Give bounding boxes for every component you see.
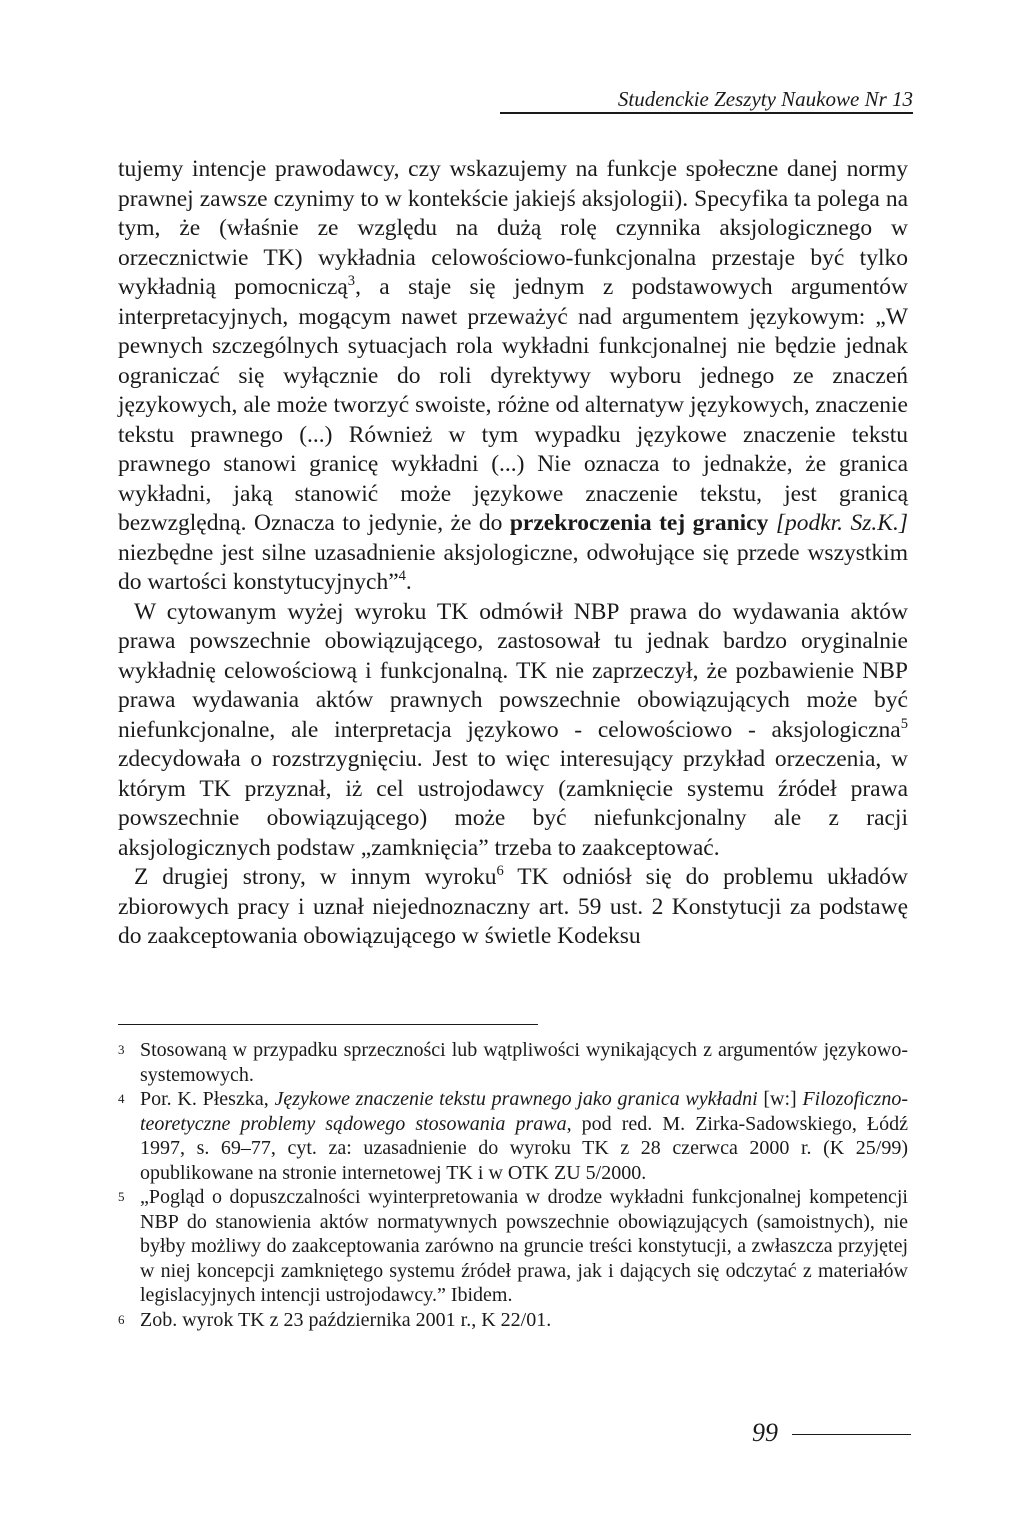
paragraph-1-text-d: . [405,569,412,595]
footnote-ref-4[interactable]: 4 [398,568,406,585]
footnote-4-book-title: Filozoficzno-teoretyczne problemy sądowego stosowania prawa [140,1088,908,1135]
footnote-number: 6 [118,1311,125,1327]
paragraph-1-bold: przekroczenia tej granicy [509,510,769,536]
footnote-ref-6[interactable]: 6 [496,863,504,880]
paragraph-3-text-a: Z drugiej strony, w innym wyroku [134,864,497,890]
footnote-number: 4 [118,1091,125,1106]
paragraph-1-italic: [podkr. Sz.K.] [768,510,908,536]
footnote-3 [118,1038,908,1087]
footnote-ref-3[interactable]: 3 [347,273,356,290]
paragraph-1-text-a: tujemy intencje prawodawcy, czy wskazujemy na funkcje społeczne danej normy prawnej zawsze czynimy to w kontekście jakiejś aksjologii). Specyfika ta polega na tym, że (właśnie ze względu na dużą rolę czynnika aksjologicznego w orzecznictwie TK) wykładnia celowościowo-funkcjonalna przestaje być tylko wykładnią pomocniczą [118,156,908,300]
footnote-4-text-a: Por. K. Płeszka, [140,1088,275,1110]
main-text [118,155,908,952]
footnote-4-title: Językowe znaczenie tekstu prawnego jako granica wykładni [274,1088,758,1110]
footnote-5 [118,1185,908,1308]
paragraph-1-text-b: , a staje się jednym z podstawowych argumentów interpretacyjnych, mogącym nawet przeważyć nad argumentem językowym: „W pewnych szczególnych sytuacjach rola wykładni funkcjonalnej nie będzie jednak ograniczać się wyłącznie do roli dyrektywy wyboru jednego ze znaczeń językowych, ale może tworzyć swoiste, różne od alternatyw językowych, znaczenie tekstu prawnego (...) Również w tym wypadku językowe znaczenie tekstu prawnego stanowi granicę wykładni (...) Nie oznacza to jednakże, że granica wykładni, jaką stanowić może językowe znaczenie tekstu, jest granicą bezwzględną. Oznacza to jedynie, że do [118,274,908,536]
paragraph-2-text-b: zdecydowała o rozstrzygnięciu. Jest to więc interesujący przykład orzeczenia, w którym TK przyznał, iż cel ustrojodawcy (zamknięcie systemu źródeł prawa powszechnie obowiązującego) może być niefunkcjonalny ale z racji aksjologicznych podstaw „zamknięcia” trzeba to zaakceptować. [118,746,908,861]
footnote-text: Stosowaną w przypadku sprzeczności lub wątpliwości wynikających z argumentów językowo-systemowych. [140,1039,908,1086]
footnote-4-text-c: , pod red. M. Zirka-Sadowskiego, Łódź 1997, s. 69–77, cyt. za: uzasadnienie do wyroku TK z 28 czerwca 2000 r. (K 25/99) opublikowane na stronie internetowej TK i w OTK ZU 5/2000. [140,1112,909,1184]
footnotes [118,1038,908,1332]
paragraph-2-text-a: W cytowanym wyżej wyroku TK odmówił NBP prawa do wydawania aktów prawa powszechnie obowiązującego, zastosował tu jednak bardzo oryginalnie wykładnię celowościową i funkcjonalną. TK nie zaprzeczył, że pozbawienie NBP prawa wydawania aktów prawnych powszechnie obowiązujących może być niefunkcjonalne, ale interpretacja językowo - celowościowo - aksjologiczna [118,598,908,743]
footnote-ref-5[interactable]: 5 [900,715,908,732]
running-header: Studenckie Zeszyty Naukowe Nr 13 [617,87,913,111]
paragraph-2 [118,598,908,864]
paragraph-1 [118,155,908,598]
page-number-rule [792,1434,911,1435]
footnote-number: 5 [118,1189,125,1204]
footnote-rule [118,1024,538,1025]
paragraph-3-text-b: TK odniósł się do problemu układów zbiorowych pracy i uznał niejednoznaczny art. 59 ust. 2 Konstytucji za podstawę do zaakceptowania obowiązującego w świetle Kodeksu [118,864,908,949]
header-rule [500,112,913,114]
footnote-text: Zob. wyrok TK z 23 października 2001 r., K 22/01. [140,1308,552,1331]
footnote-4 [118,1087,908,1185]
footnote-text: „Pogląd o dopuszczalności wyinterpretowania w drodze wykładni funkcjonalnej kompetencji NBP do stanowienia aktów normatywnych powszechnie obowiązujących (samoistnych), nie byłby możliwy do zaakceptowania zarówno na gruncie treści konstytucji, a zwłaszcza przyjętej w niej koncepcji zamkniętego systemu źródeł prawa, jak i dających się odczytać z materiałów legislacyjnych intencji ustrojodawcy.” Ibidem. [140,1186,908,1306]
footnote-text [140,1087,908,1185]
paragraph-3 [118,863,908,952]
footnote-4-text-b: [w:] [757,1088,803,1110]
paragraph-1-text-c: niezbędne jest silne uzasadnienie aksjologiczne, odwołujące się przede wszystkim do wartości konstytucyjnych” [118,539,908,595]
page-number: 99 [752,1418,778,1447]
footnote-number: 3 [118,1042,125,1057]
footnote-6 [118,1308,908,1333]
